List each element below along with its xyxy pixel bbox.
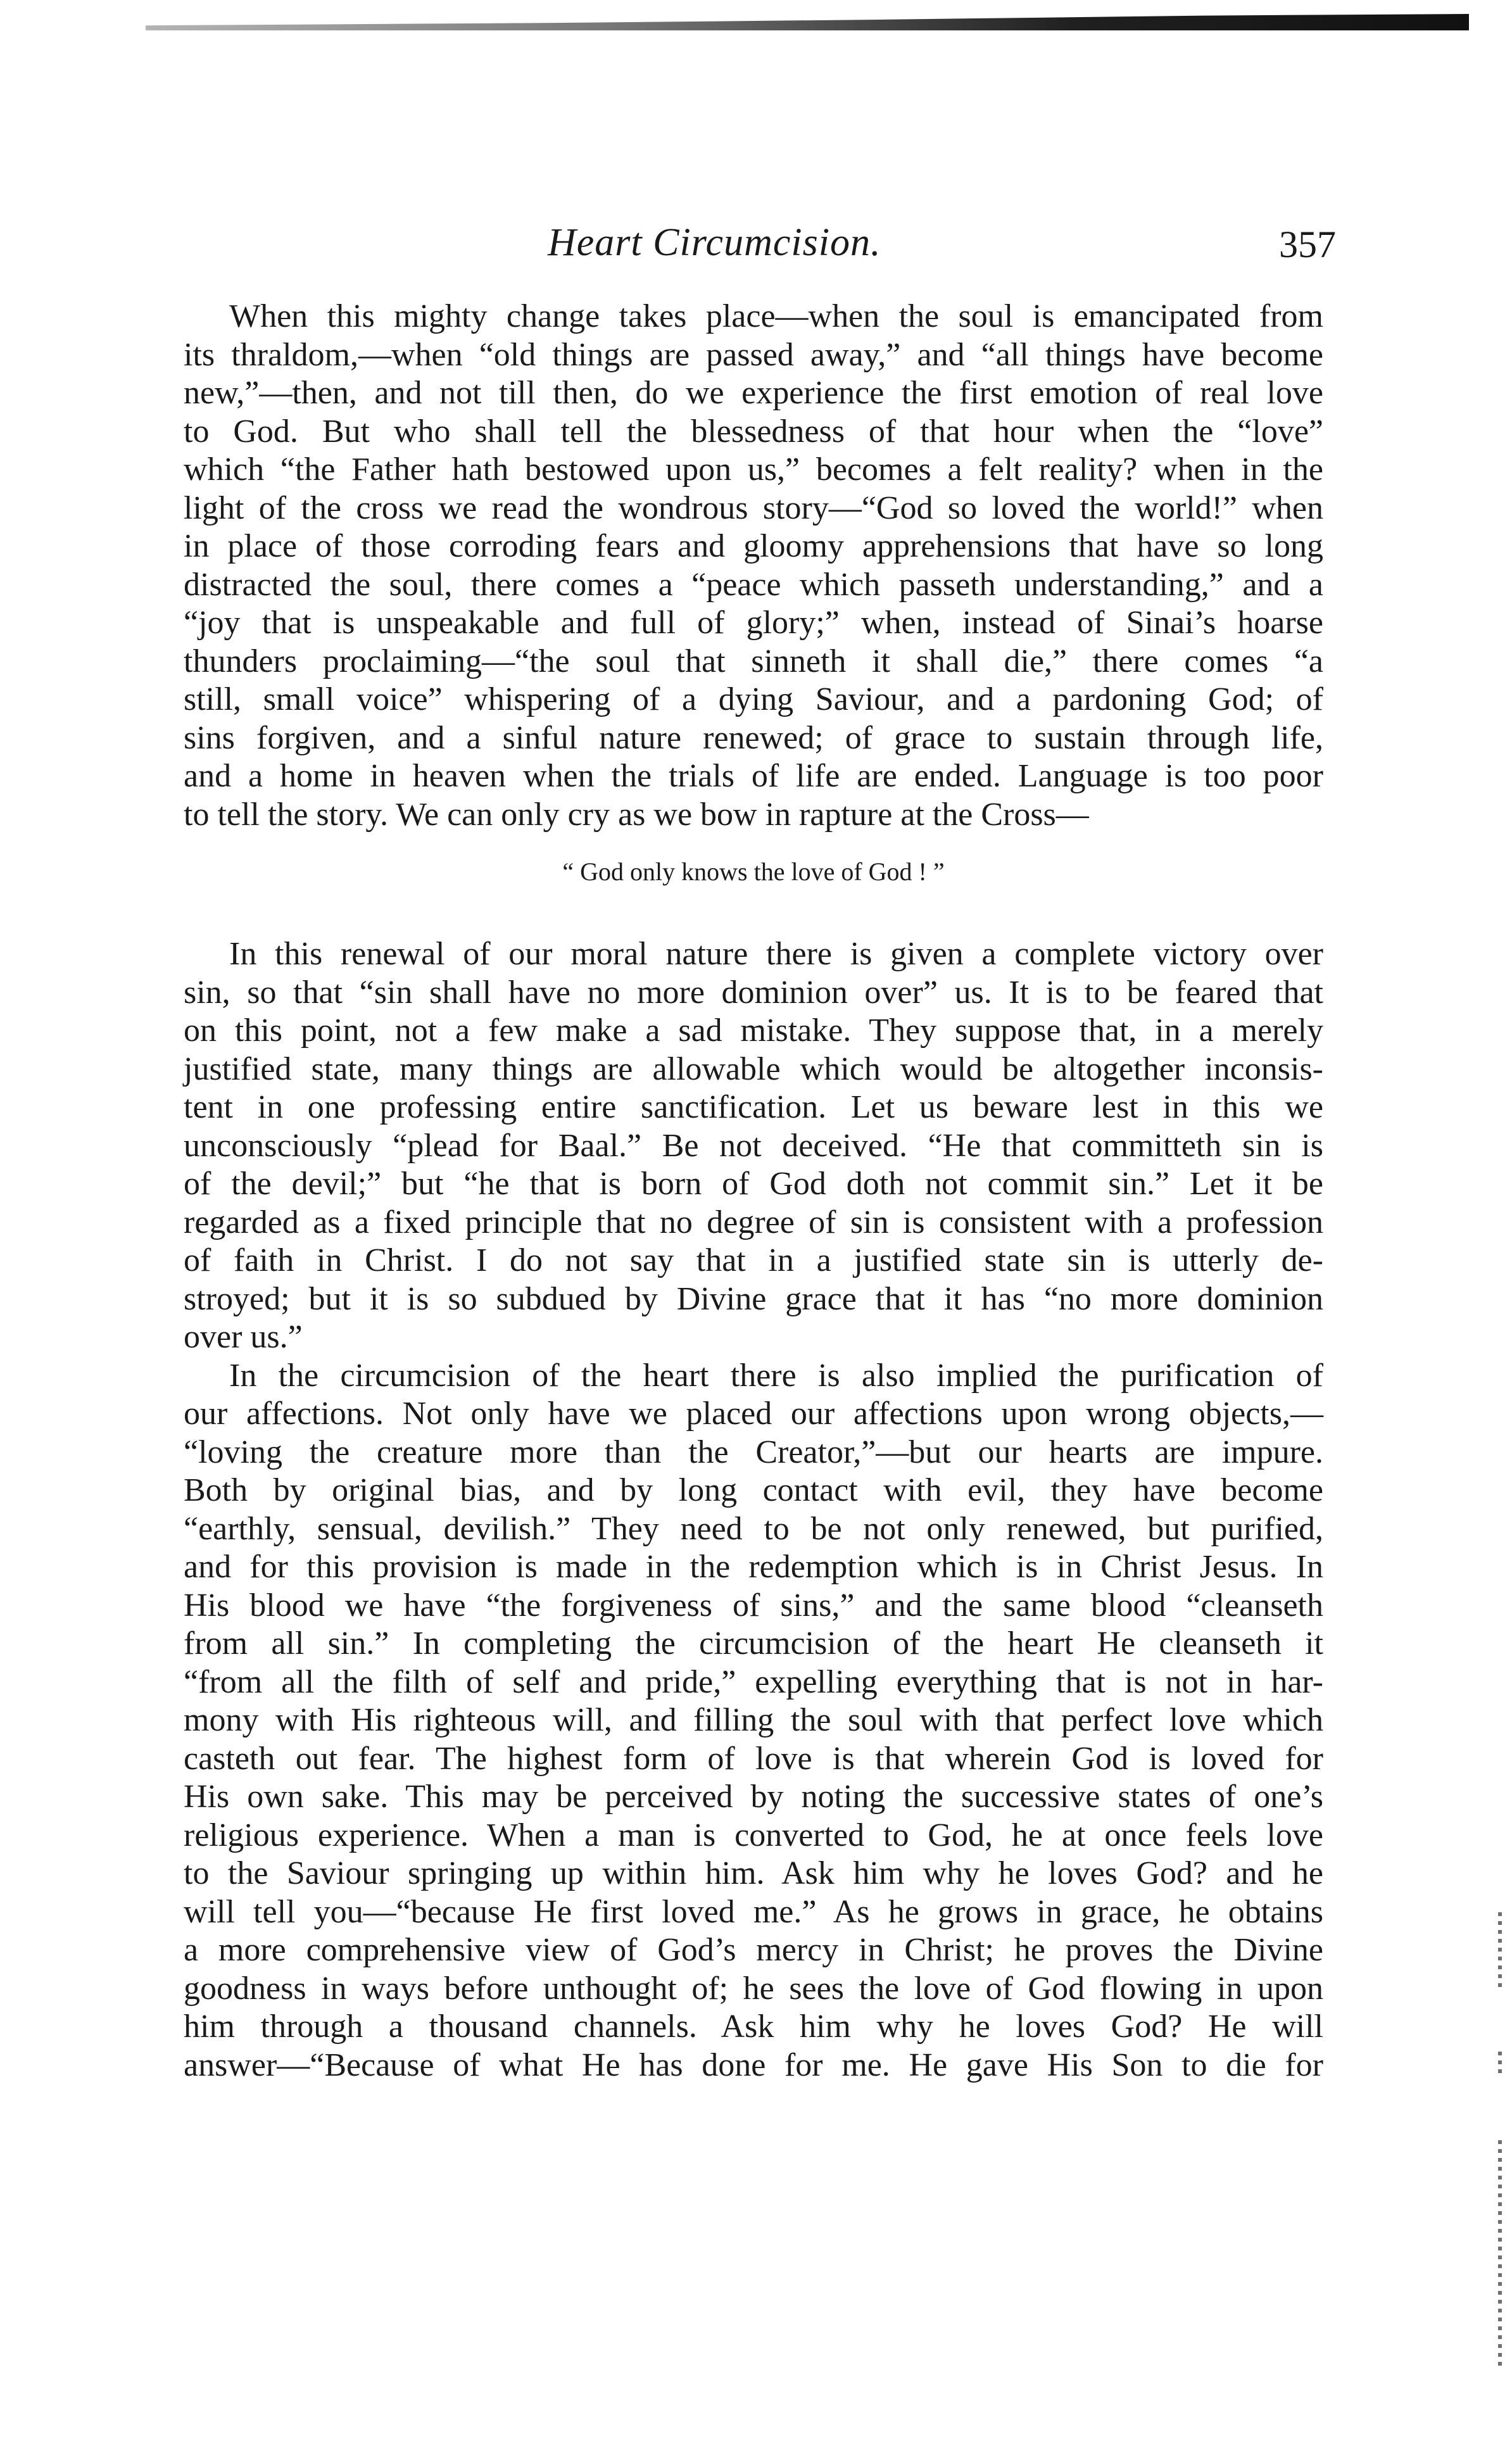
text-line: “earthly, sensual, devilish.” They need to be not only renewed, but purified, — [184, 1510, 1323, 1547]
text-line: over us.” — [184, 1319, 303, 1355]
text-line: sin, so that “sin shall have no more dominion over” us. It is to be feared that — [184, 974, 1323, 1011]
running-title: Heart Circumcision. — [548, 221, 881, 264]
text-line: on this point, not a few make a sad mistake. They suppose that, in a merely — [184, 1012, 1323, 1049]
text-line: in place of those corroding fears and gloomy apprehensions that have so long — [184, 528, 1323, 564]
margin-speckle — [1498, 1912, 1502, 1988]
text-line: regarded as a fixed principle that no degree of sin is consistent with a profession — [184, 1204, 1323, 1240]
paragraph-1 — [184, 298, 1323, 834]
text-line: In the circumcision of the heart there is also implied the purification of — [229, 1357, 1323, 1394]
text-line: answer—“Because of what He has done for me. He gave His Son to die for — [184, 2047, 1323, 2083]
margin-speckle — [1498, 2140, 1502, 2368]
text-line: Both by original bias, and by long contact with evil, they have become — [184, 1472, 1323, 1508]
text-line: “loving the creature more than the Creator,”—but our hearts are impure. — [184, 1434, 1323, 1470]
text-line: “joy that is unspeakable and full of glory;” when, instead of Sinai’s hoarse — [184, 605, 1323, 641]
text-line: In this renewal of our moral nature there is given a complete victory over — [229, 936, 1323, 972]
paragraph-3 — [184, 1357, 1323, 2085]
text-line: casteth out fear. The highest form of love is that wherein God is loved for — [184, 1740, 1323, 1777]
text-line: its thraldom,—when “old things are passed away,” and “all things have become — [184, 336, 1323, 373]
text-line: goodness in ways before unthought of; he sees the love of God flowing in upon — [184, 1970, 1323, 2007]
text-line: from all sin.” In completing the circumcision of the heart He cleanseth it — [184, 1625, 1323, 1662]
text-line: and a home in heaven when the trials of life are ended. Language is too poor — [184, 758, 1323, 794]
paragraph-2 — [184, 935, 1323, 1357]
text-line: to God. But who shall tell the blessedness of that hour when the “love” — [184, 413, 1323, 450]
text-line: sins forgiven, and a sinful nature renewed; of grace to sustain through life, — [184, 719, 1323, 756]
top-edge-rule — [146, 14, 1469, 30]
text-line: still, small voice” whispering of a dying Saviour, and a pardoning God; of — [184, 681, 1323, 717]
page-body — [184, 298, 1323, 2085]
text-line: When this mighty change takes place—when the soul is emancipated from — [229, 298, 1323, 334]
text-line: religious experience. When a man is converted to God, he at once feels love — [184, 1817, 1323, 1853]
text-line: His own sake. This may be perceived by noting the successive states of one’s — [184, 1779, 1323, 1815]
text-line: will tell you—“because He first loved me.” As he grows in grace, he obtains — [184, 1893, 1323, 1930]
text-line: mony with His righteous will, and filling the soul with that perfect love which — [184, 1702, 1323, 1738]
verse-quote: “ God only knows the love of God ! ” — [562, 857, 945, 886]
text-line: His blood we have “the forgiveness of sins,” and the same blood “cleanseth — [184, 1587, 1323, 1624]
text-line: tent in one professing entire sanctification. Let us beware lest in this we — [184, 1089, 1323, 1125]
text-line: him through a thousand channels. Ask him why he loves God? He will — [184, 2009, 1323, 2045]
text-line: of the devil;” but “he that is born of God doth not commit sin.” Let it be — [184, 1166, 1323, 1202]
text-line: “from all the filth of self and pride,” expelling everything that is not in har- — [184, 1663, 1323, 1700]
page-header — [184, 220, 1336, 277]
text-line: of faith in Christ. I do not say that in a justified state sin is utterly de- — [184, 1242, 1323, 1278]
text-line: justified state, many things are allowable which would be altogether inconsis- — [184, 1050, 1323, 1087]
text-line: unconsciously “plead for Baal.” Be not deceived. “He that committeth sin is — [184, 1127, 1323, 1164]
text-line: new,”—then, and not till then, do we experience the first emotion of real love — [184, 375, 1323, 411]
text-line: thunders proclaiming—“the soul that sinneth it shall die,” there comes “a — [184, 643, 1323, 679]
margin-speckle — [1498, 2052, 1502, 2077]
text-line: light of the cross we read the wondrous story—“God so loved the world!” when — [184, 489, 1323, 526]
page-number: 357 — [1279, 224, 1336, 265]
text-line: and for this provision is made in the redemption which is in Christ Jesus. In — [184, 1549, 1323, 1585]
text-line: distracted the soul, there comes a “peace which passeth understanding,” and a — [184, 566, 1323, 603]
text-line: a more comprehensive view of God’s mercy in Christ; he proves the Divine — [184, 1932, 1323, 1968]
text-line: which “the Father hath bestowed upon us,” becomes a felt reality? when in the — [184, 451, 1323, 488]
text-line: stroyed; but it is so subdued by Divine grace that it has “no more dominion — [184, 1280, 1323, 1317]
text-line: to the Saviour springing up within him. Ask him why he loves God? and he — [184, 1855, 1323, 1891]
text-line: to tell the story. We can only cry as we bow in rapture at the Cross— — [184, 796, 1089, 833]
text-line: our affections. Not only have we placed our affections upon wrong objects,— — [184, 1396, 1323, 1432]
